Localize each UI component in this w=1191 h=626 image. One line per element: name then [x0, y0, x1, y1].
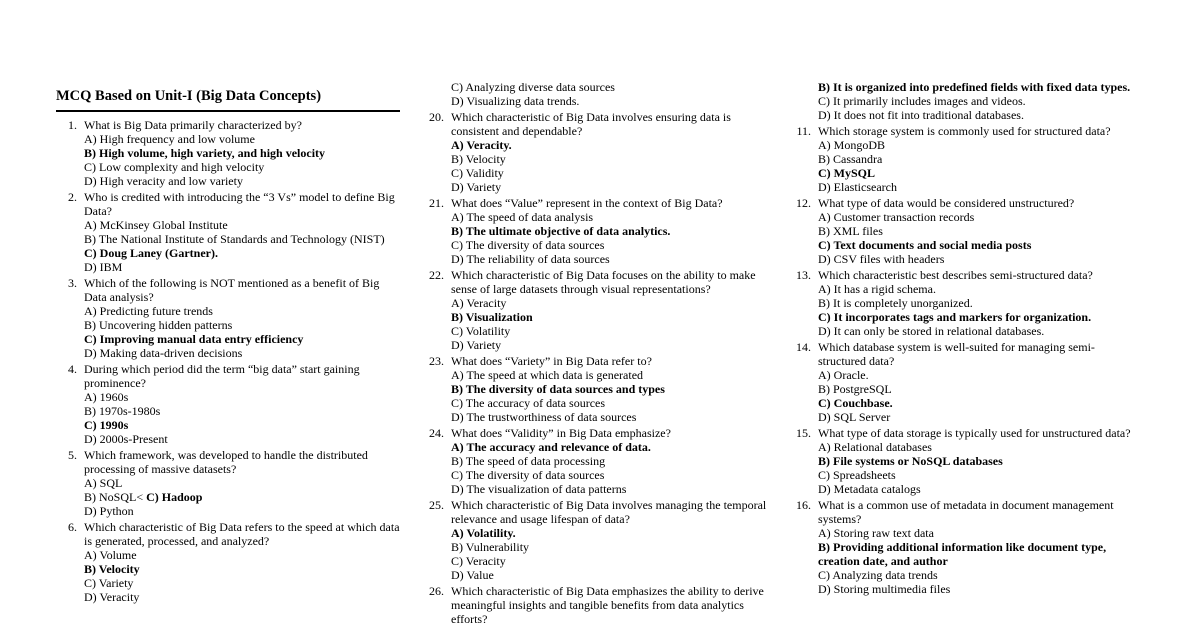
column-middle	[423, 80, 767, 626]
option-line: D) High veracity and low variety	[84, 174, 243, 188]
question-body	[84, 276, 400, 360]
option-segment: B) NoSQL<	[84, 490, 147, 504]
question-number: 3.	[68, 276, 77, 290]
question-body	[451, 268, 767, 352]
option-line: B) Vulnerability	[451, 540, 530, 554]
question-text: Which characteristic of Big Data involves ensuring data is consistent and dependable?	[451, 110, 731, 138]
question-body	[84, 362, 400, 446]
correct-answer-line: B) File systems or NoSQL databases	[818, 454, 1003, 468]
question-number: 24.	[429, 426, 444, 440]
question-number: 16.	[796, 498, 811, 512]
option-line: D) The reliability of data sources	[451, 252, 610, 266]
option-line: D) Elasticsearch	[818, 180, 897, 194]
correct-answer-line: B) It is organized into predefined fields with fixed data types.	[818, 80, 1131, 94]
question-text: Which characteristic of Big Data refers to the speed at which data is generated, processed, and analyzed?	[84, 520, 400, 548]
correct-answer-line: C) Text documents and social media posts	[818, 238, 1032, 252]
question-number: 21.	[429, 196, 444, 210]
correct-answer-line: C) MySQL	[818, 166, 875, 180]
question-text: Which characteristic of Big Data emphasizes the ability to derive meaningful insights and tangible benefits from data analytics efforts?	[451, 584, 764, 626]
question-number: 13.	[796, 268, 811, 282]
question-item	[423, 110, 767, 194]
correct-answer-line: B) Visualization	[451, 310, 533, 324]
option-line: C) The accuracy of data sources	[451, 396, 606, 410]
option-line: B) Uncovering hidden patterns	[84, 318, 233, 332]
question-body	[84, 118, 400, 188]
question-item	[56, 118, 400, 188]
question-number: 26.	[429, 584, 444, 598]
question-body	[451, 110, 767, 194]
option-line: B) Velocity	[451, 152, 506, 166]
option-line: D) IBM	[84, 260, 123, 274]
question-number: 20.	[429, 110, 444, 124]
question-body	[451, 498, 767, 582]
option-line: C) Spreadsheets	[818, 468, 896, 482]
question-body	[451, 354, 767, 424]
page-title: MCQ Based on Unit-I (Big Data Concepts)	[56, 87, 400, 112]
question-body	[818, 426, 1134, 496]
option-line: D) It can only be stored in relational databases.	[818, 324, 1045, 338]
option-line: D) Metadata catalogs	[818, 482, 921, 496]
question-body	[818, 124, 1134, 194]
option-line: D) SQL Server	[818, 410, 891, 424]
question-text: During which period did the term “big data” start gaining prominence?	[84, 362, 360, 390]
option-line: C) Veracity	[451, 554, 506, 568]
question-body	[818, 340, 1134, 424]
question-list	[423, 110, 767, 626]
option-line: A) Oracle.	[818, 368, 869, 382]
option-line: A) MongoDB	[818, 138, 886, 152]
correct-answer-line: C) Couchbase.	[818, 396, 893, 410]
correct-answer-line: B) Providing additional information like document type, creation date, and author	[818, 540, 1107, 568]
question-body	[451, 426, 767, 496]
question-number: 23.	[429, 354, 444, 368]
option-line: C) The diversity of data sources	[451, 238, 605, 252]
option-line: D) Visualizing data trends.	[451, 94, 580, 108]
question-text: Which framework, was developed to handle the distributed processing of massive datasets?	[84, 448, 368, 476]
correct-answer-segment: C) Hadoop	[146, 490, 203, 504]
question-item	[790, 426, 1134, 496]
question-list	[790, 124, 1134, 596]
leading-option-lines	[451, 80, 767, 108]
option-line: D) Python	[84, 504, 134, 518]
option-line: D) Storing multimedia files	[818, 582, 951, 596]
correct-answer-line: A) The accuracy and relevance of data.	[451, 440, 651, 454]
leading-option-lines	[818, 80, 1134, 122]
question-number: 4.	[68, 362, 77, 376]
option-line: D) Veracity	[84, 590, 140, 604]
option-line: D) The visualization of data patterns	[451, 482, 627, 496]
option-line: C) Analyzing diverse data sources	[451, 80, 615, 94]
question-text: What does “Variety” in Big Data refer to?	[451, 354, 652, 368]
question-text: Which of the following is NOT mentioned as a benefit of Big Data analysis?	[84, 276, 380, 304]
option-line: C) Validity	[451, 166, 504, 180]
question-item	[56, 276, 400, 360]
question-text: Which characteristic of Big Data involves managing the temporal relevance and usage lifespan of data?	[451, 498, 767, 526]
option-line: C) The diversity of data sources	[451, 468, 605, 482]
question-number: 2.	[68, 190, 77, 204]
correct-answer-line: A) Veracity.	[451, 138, 512, 152]
option-line: B) Cassandra	[818, 152, 883, 166]
option-line: B) 1970s-1980s	[84, 404, 161, 418]
question-number: 25.	[429, 498, 444, 512]
question-item	[790, 268, 1134, 338]
option-line: B) It is completely unorganized.	[818, 296, 973, 310]
question-text: What does “Validity” in Big Data emphasize?	[451, 426, 671, 440]
question-number: 1.	[68, 118, 77, 132]
option-line	[84, 490, 400, 504]
question-text: What does “Value” represent in the context of Big Data?	[451, 196, 723, 210]
column-right	[790, 80, 1134, 626]
option-line: B) XML files	[818, 224, 883, 238]
question-item	[56, 362, 400, 446]
question-item	[423, 584, 767, 626]
question-body	[451, 196, 767, 266]
option-line: D) Variety	[451, 338, 502, 352]
question-item	[423, 196, 767, 266]
question-item	[423, 498, 767, 582]
option-line: A) 1960s	[84, 390, 129, 404]
correct-answer-line: C) It incorporates tags and markers for organization.	[818, 310, 1092, 324]
question-body	[818, 196, 1134, 266]
correct-answer-line: B) The diversity of data sources and types	[451, 382, 665, 396]
question-text: Which database system is well-suited for managing semi-structured data?	[818, 340, 1095, 368]
question-item	[56, 448, 400, 518]
option-line: A) The speed of data analysis	[451, 210, 594, 224]
option-line: D) The trustworthiness of data sources	[451, 410, 637, 424]
option-line: D) Making data-driven decisions	[84, 346, 243, 360]
question-number: 14.	[796, 340, 811, 354]
question-item	[423, 268, 767, 352]
question-text: Which storage system is commonly used for structured data?	[818, 124, 1111, 138]
option-line: A) McKinsey Global Institute	[84, 218, 228, 232]
correct-answer-line: C) Doug Laney (Gartner).	[84, 246, 218, 260]
option-line: C) It primarily includes images and videos.	[818, 94, 1026, 108]
question-item	[56, 520, 400, 604]
question-text: Which characteristic best describes semi-structured data?	[818, 268, 1093, 282]
question-body	[84, 190, 400, 274]
option-line: A) Relational databases	[818, 440, 932, 454]
option-line: A) Predicting future trends	[84, 304, 213, 318]
question-text: What type of data storage is typically used for unstructured data?	[818, 426, 1131, 440]
option-line: A) Storing raw text data	[818, 526, 934, 540]
correct-answer-line: A) Volatility.	[451, 526, 516, 540]
correct-answer-line: B) High volume, high variety, and high velocity	[84, 146, 326, 160]
option-line: C) Variety	[84, 576, 134, 590]
option-line: A) Volume	[84, 548, 137, 562]
option-line: D) Value	[451, 568, 494, 582]
question-text: What is a common use of metadata in document management systems?	[818, 498, 1114, 526]
option-line: B) The speed of data processing	[451, 454, 606, 468]
column-left	[56, 80, 400, 626]
question-item	[790, 124, 1134, 194]
option-line: B) PostgreSQL	[818, 382, 892, 396]
question-item	[790, 340, 1134, 424]
question-item	[423, 426, 767, 496]
correct-answer-line: B) Velocity	[84, 562, 140, 576]
correct-answer-line: C) Improving manual data entry efficiency	[84, 332, 304, 346]
question-number: 15.	[796, 426, 811, 440]
question-item	[790, 196, 1134, 266]
question-text: What is Big Data primarily characterized by?	[84, 118, 302, 132]
question-item	[56, 190, 400, 274]
question-text: What type of data would be considered unstructured?	[818, 196, 1075, 210]
question-text: Which characteristic of Big Data focuses on the ability to make sense of large datasets through visual representations?	[451, 268, 756, 296]
option-line: D) 2000s-Present	[84, 432, 168, 446]
option-line: A) High frequency and low volume	[84, 132, 255, 146]
question-body	[84, 448, 400, 518]
question-item	[790, 498, 1134, 596]
question-body	[818, 268, 1134, 338]
option-line: A) It has a rigid schema.	[818, 282, 936, 296]
option-line: A) Veracity	[451, 296, 507, 310]
question-body	[818, 498, 1134, 596]
option-line: D) Variety	[451, 180, 502, 194]
correct-answer-line: B) The ultimate objective of data analytics.	[451, 224, 671, 238]
question-text: Who is credited with introducing the “3 Vs” model to define Big Data?	[84, 190, 395, 218]
option-line: C) Low complexity and high velocity	[84, 160, 265, 174]
option-line: A) The speed at which data is generated	[451, 368, 644, 382]
option-line: C) Analyzing data trends	[818, 568, 938, 582]
question-number: 6.	[68, 520, 77, 534]
question-number: 12.	[796, 196, 811, 210]
question-list	[56, 118, 400, 604]
option-line: B) The National Institute of Standards and Technology (NIST)	[84, 232, 385, 246]
correct-answer-line: C) 1990s	[84, 418, 129, 432]
question-number: 5.	[68, 448, 77, 462]
option-line: D) CSV files with headers	[818, 252, 945, 266]
option-line: D) It does not fit into traditional databases.	[818, 108, 1024, 122]
question-number: 11.	[796, 124, 811, 138]
question-body	[451, 584, 767, 626]
option-line: A) Customer transaction records	[818, 210, 975, 224]
option-line: A) SQL	[84, 476, 123, 490]
question-number: 22.	[429, 268, 444, 282]
question-body	[84, 520, 400, 604]
question-item	[423, 354, 767, 424]
option-line: C) Volatility	[451, 324, 511, 338]
